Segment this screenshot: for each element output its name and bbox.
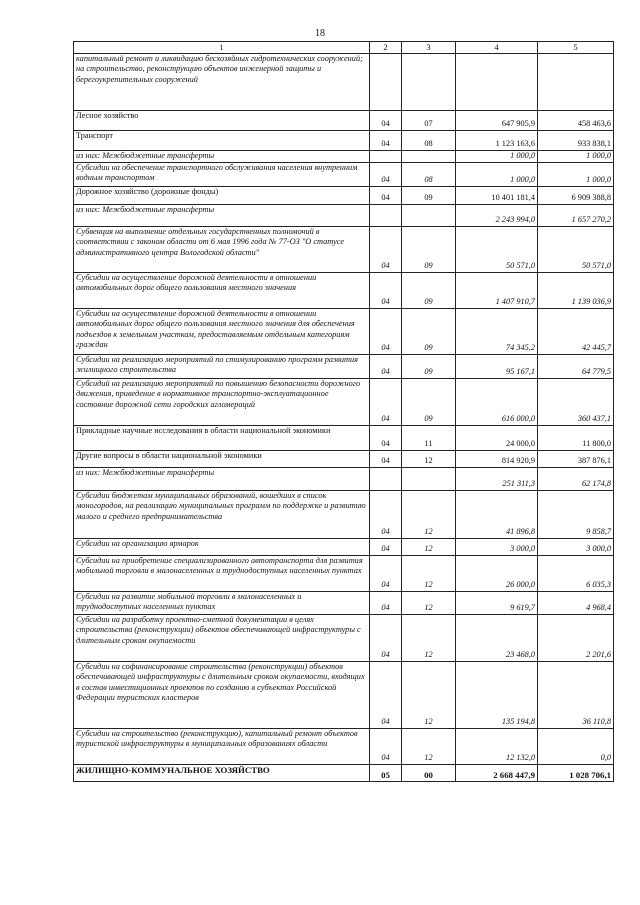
subsection-code-cell: 09 (402, 186, 456, 204)
subsection-code-cell: 12 (402, 490, 456, 538)
section-code-cell (370, 150, 402, 162)
approved-amount-cell: 1 407 910,7 (456, 272, 538, 308)
section-code-cell: 04 (370, 186, 402, 204)
section-code-cell: 04 (370, 110, 402, 130)
row-name-cell: Дорожное хозяйство (дорожные фонды) (74, 186, 370, 204)
table-row (74, 308, 614, 354)
table-row (74, 467, 614, 490)
executed-amount-cell: 42 445,7 (538, 308, 614, 354)
table-row (74, 186, 614, 204)
approved-amount-cell: 814 920,9 (456, 450, 538, 467)
row-name-cell: Субсидии на обеспечение транспортного обслуживания населения внутренним водным транспортом (74, 162, 370, 186)
row-name-cell: Субсидии на строительство (реконструкцию), капитальный ремонт объектов туристской инфраструктуры в муниципальных образованиях области (74, 728, 370, 764)
section-code-cell (370, 467, 402, 490)
subsection-code-cell: 12 (402, 555, 456, 591)
table-row (74, 110, 614, 130)
row-name-cell: Субсидии на разработку проектно-сметной документации в целях строительства (реконструкции) объектов обеспечивающей инфраструктуры с длительным сроком окупаемости (74, 614, 370, 661)
row-name-cell: Лесное хозяйство (74, 110, 370, 130)
approved-amount-cell (456, 53, 538, 110)
row-name-cell: из них: Межбюджетные трансферты (74, 150, 370, 162)
budget-table (73, 41, 614, 782)
section-code-cell: 04 (370, 614, 402, 661)
approved-amount-cell: 3 000,0 (456, 538, 538, 555)
table-row (74, 764, 614, 781)
subsection-code-cell: 12 (402, 591, 456, 614)
table-row (74, 490, 614, 538)
column-header: 1 (74, 42, 370, 54)
subsection-code-cell: 09 (402, 308, 456, 354)
subsection-code-cell (402, 53, 456, 110)
approved-amount-cell: 24 000,0 (456, 425, 538, 450)
approved-amount-cell: 9 619,7 (456, 591, 538, 614)
subsection-code-cell: 12 (402, 661, 456, 728)
section-code-cell: 04 (370, 130, 402, 150)
subsection-code-cell (402, 150, 456, 162)
executed-amount-cell: 0,0 (538, 728, 614, 764)
table-row (74, 555, 614, 591)
row-name-cell: Транспорт (74, 130, 370, 150)
subsection-code-cell (402, 204, 456, 226)
subsection-code-cell: 12 (402, 614, 456, 661)
section-code-cell: 04 (370, 226, 402, 272)
executed-amount-cell: 1 657 270,2 (538, 204, 614, 226)
executed-amount-cell: 2 201,6 (538, 614, 614, 661)
executed-amount-cell: 62 174,8 (538, 467, 614, 490)
subsection-code-cell: 12 (402, 538, 456, 555)
page-number: 18 (315, 28, 325, 39)
executed-amount-cell: 360 437,1 (538, 378, 614, 425)
executed-amount-cell: 11 800,0 (538, 425, 614, 450)
executed-amount-cell: 4 968,4 (538, 591, 614, 614)
approved-amount-cell: 74 345,2 (456, 308, 538, 354)
approved-amount-cell: 1 000,0 (456, 150, 538, 162)
approved-amount-cell: 26 000,0 (456, 555, 538, 591)
column-header: 3 (402, 42, 456, 54)
row-name-cell: Субсидии бюджетам муниципальных образований, вошедших в список моногородов, на реализацию муниципальных программ по поддержке и развитию малого и среднего предпринимательства (74, 490, 370, 538)
approved-amount-cell: 50 571,0 (456, 226, 538, 272)
executed-amount-cell: 1 139 036,9 (538, 272, 614, 308)
subsection-code-cell: 12 (402, 728, 456, 764)
approved-amount-cell: 2 668 447,9 (456, 764, 538, 781)
approved-amount-cell: 12 132,0 (456, 728, 538, 764)
section-code-cell: 04 (370, 490, 402, 538)
column-header: 2 (370, 42, 402, 54)
executed-amount-cell: 1 000,0 (538, 162, 614, 186)
row-name-cell: Субсидии на осуществление дорожной деятельности в отношении автомобильных дорог общего пользования местного значения (74, 272, 370, 308)
section-code-cell: 04 (370, 425, 402, 450)
table-row (74, 591, 614, 614)
approved-amount-cell: 23 468,0 (456, 614, 538, 661)
approved-amount-cell: 135 194,8 (456, 661, 538, 728)
approved-amount-cell: 2 243 994,0 (456, 204, 538, 226)
table-row (74, 162, 614, 186)
table-row (74, 538, 614, 555)
section-code-cell: 04 (370, 354, 402, 378)
approved-amount-cell: 10 401 181,4 (456, 186, 538, 204)
table-row (74, 728, 614, 764)
table-row (74, 661, 614, 728)
table-row (74, 272, 614, 308)
executed-amount-cell: 933 838,1 (538, 130, 614, 150)
approved-amount-cell: 1 000,0 (456, 162, 538, 186)
section-code-cell: 05 (370, 764, 402, 781)
section-code-cell: 04 (370, 162, 402, 186)
table-row (74, 378, 614, 425)
section-code-cell: 04 (370, 272, 402, 308)
row-name-cell: Субсидий на реализацию мероприятий по повышению безопасности дорожного движения, приведение в нормативное транспортно-эксплуатационное состояние дорожной сети городских агломераций (74, 378, 370, 425)
table-row (74, 354, 614, 378)
section-code-cell: 04 (370, 538, 402, 555)
section-code-cell: 04 (370, 450, 402, 467)
table-row (74, 450, 614, 467)
row-name-cell: Другие вопросы в области национальной экономики (74, 450, 370, 467)
section-code-cell (370, 53, 402, 110)
table-row (74, 150, 614, 162)
row-name-cell: Субвенция на выполнение отдельных государственных полномочий в соответствии с законом области от 6 мая 1996 года № 77-ОЗ "О статусе административного центра Вологодской области" (74, 226, 370, 272)
subsection-code-cell: 08 (402, 162, 456, 186)
subsection-code-cell: 09 (402, 272, 456, 308)
table-row (74, 425, 614, 450)
subsection-code-cell: 09 (402, 378, 456, 425)
subsection-code-cell: 07 (402, 110, 456, 130)
executed-amount-cell: 64 779,5 (538, 354, 614, 378)
section-code-cell: 04 (370, 378, 402, 425)
row-name-cell: Субсидии на организацию ярмарок (74, 538, 370, 555)
row-name-cell: из них: Межбюджетные трансферты (74, 204, 370, 226)
approved-amount-cell: 41 896,8 (456, 490, 538, 538)
section-code-cell (370, 204, 402, 226)
table-row (74, 226, 614, 272)
approved-amount-cell: 1 123 163,6 (456, 130, 538, 150)
table-row (74, 53, 614, 110)
subsection-code-cell: 09 (402, 354, 456, 378)
approved-amount-cell: 647 905,9 (456, 110, 538, 130)
section-code-cell: 04 (370, 308, 402, 354)
approved-amount-cell: 251 311,3 (456, 467, 538, 490)
table-row (74, 204, 614, 226)
row-name-cell: ЖИЛИЩНО-КОММУНАЛЬНОЕ ХОЗЯЙСТВО (74, 764, 370, 781)
subsection-code-cell: 09 (402, 226, 456, 272)
approved-amount-cell: 95 167,1 (456, 354, 538, 378)
executed-amount-cell: 6 035,3 (538, 555, 614, 591)
row-name-cell: Субсидии на развитие мобильной торговли в малонаселенных и труднодоступных населенных пунктах (74, 591, 370, 614)
row-name-cell: Субсидии на осуществление дорожной деятельности в отношении автомобильных дорог общего пользования местного значения для обеспечения подъездов к земельным участкам, предоставляемым отдельным категориям граждан (74, 308, 370, 354)
executed-amount-cell: 387 876,1 (538, 450, 614, 467)
executed-amount-cell (538, 53, 614, 110)
executed-amount-cell: 9 858,7 (538, 490, 614, 538)
section-code-cell: 04 (370, 728, 402, 764)
executed-amount-cell: 1 000,0 (538, 150, 614, 162)
subsection-code-cell: 08 (402, 130, 456, 150)
column-header: 4 (456, 42, 538, 54)
subsection-code-cell (402, 467, 456, 490)
row-name-cell: из них: Межбюджетные трансферты (74, 467, 370, 490)
column-header: 5 (538, 42, 614, 54)
row-name-cell: Субсидии на софинансирование строительства (реконструкции) объектов обеспечивающей инфраструктуры с длительным сроком окупаемости, входящих в состав инвестиционных проектов по созданию в субъектах Российской Федерации туристских кластеров (74, 661, 370, 728)
row-name-cell: Субсидии на приобретение специализированного автотранспорта для развития мобильной торговли в малонаселенных и труднодоступных населенных пунктах (74, 555, 370, 591)
table-row (74, 614, 614, 661)
subsection-code-cell: 12 (402, 450, 456, 467)
table-header-row (74, 42, 614, 54)
approved-amount-cell: 616 000,0 (456, 378, 538, 425)
executed-amount-cell: 6 909 388,8 (538, 186, 614, 204)
executed-amount-cell: 3 000,0 (538, 538, 614, 555)
section-code-cell: 04 (370, 661, 402, 728)
table-row (74, 130, 614, 150)
section-code-cell: 04 (370, 555, 402, 591)
executed-amount-cell: 36 110,8 (538, 661, 614, 728)
executed-amount-cell: 1 028 706,1 (538, 764, 614, 781)
row-name-cell: Прикладные научные исследования в области национальной экономики (74, 425, 370, 450)
row-name-cell: Субсидии на реализацию мероприятий по стимулированию программ развития жилищного строительства (74, 354, 370, 378)
executed-amount-cell: 50 571,0 (538, 226, 614, 272)
row-name-cell: капитальный ремонт и ликвидацию бесхозяйных гидротехнических сооружений; на строительство, реконструкцию объектов инженерной защиты и берегоукрепительных сооружений (74, 53, 370, 110)
subsection-code-cell: 11 (402, 425, 456, 450)
section-code-cell: 04 (370, 591, 402, 614)
executed-amount-cell: 458 463,6 (538, 110, 614, 130)
subsection-code-cell: 00 (402, 764, 456, 781)
